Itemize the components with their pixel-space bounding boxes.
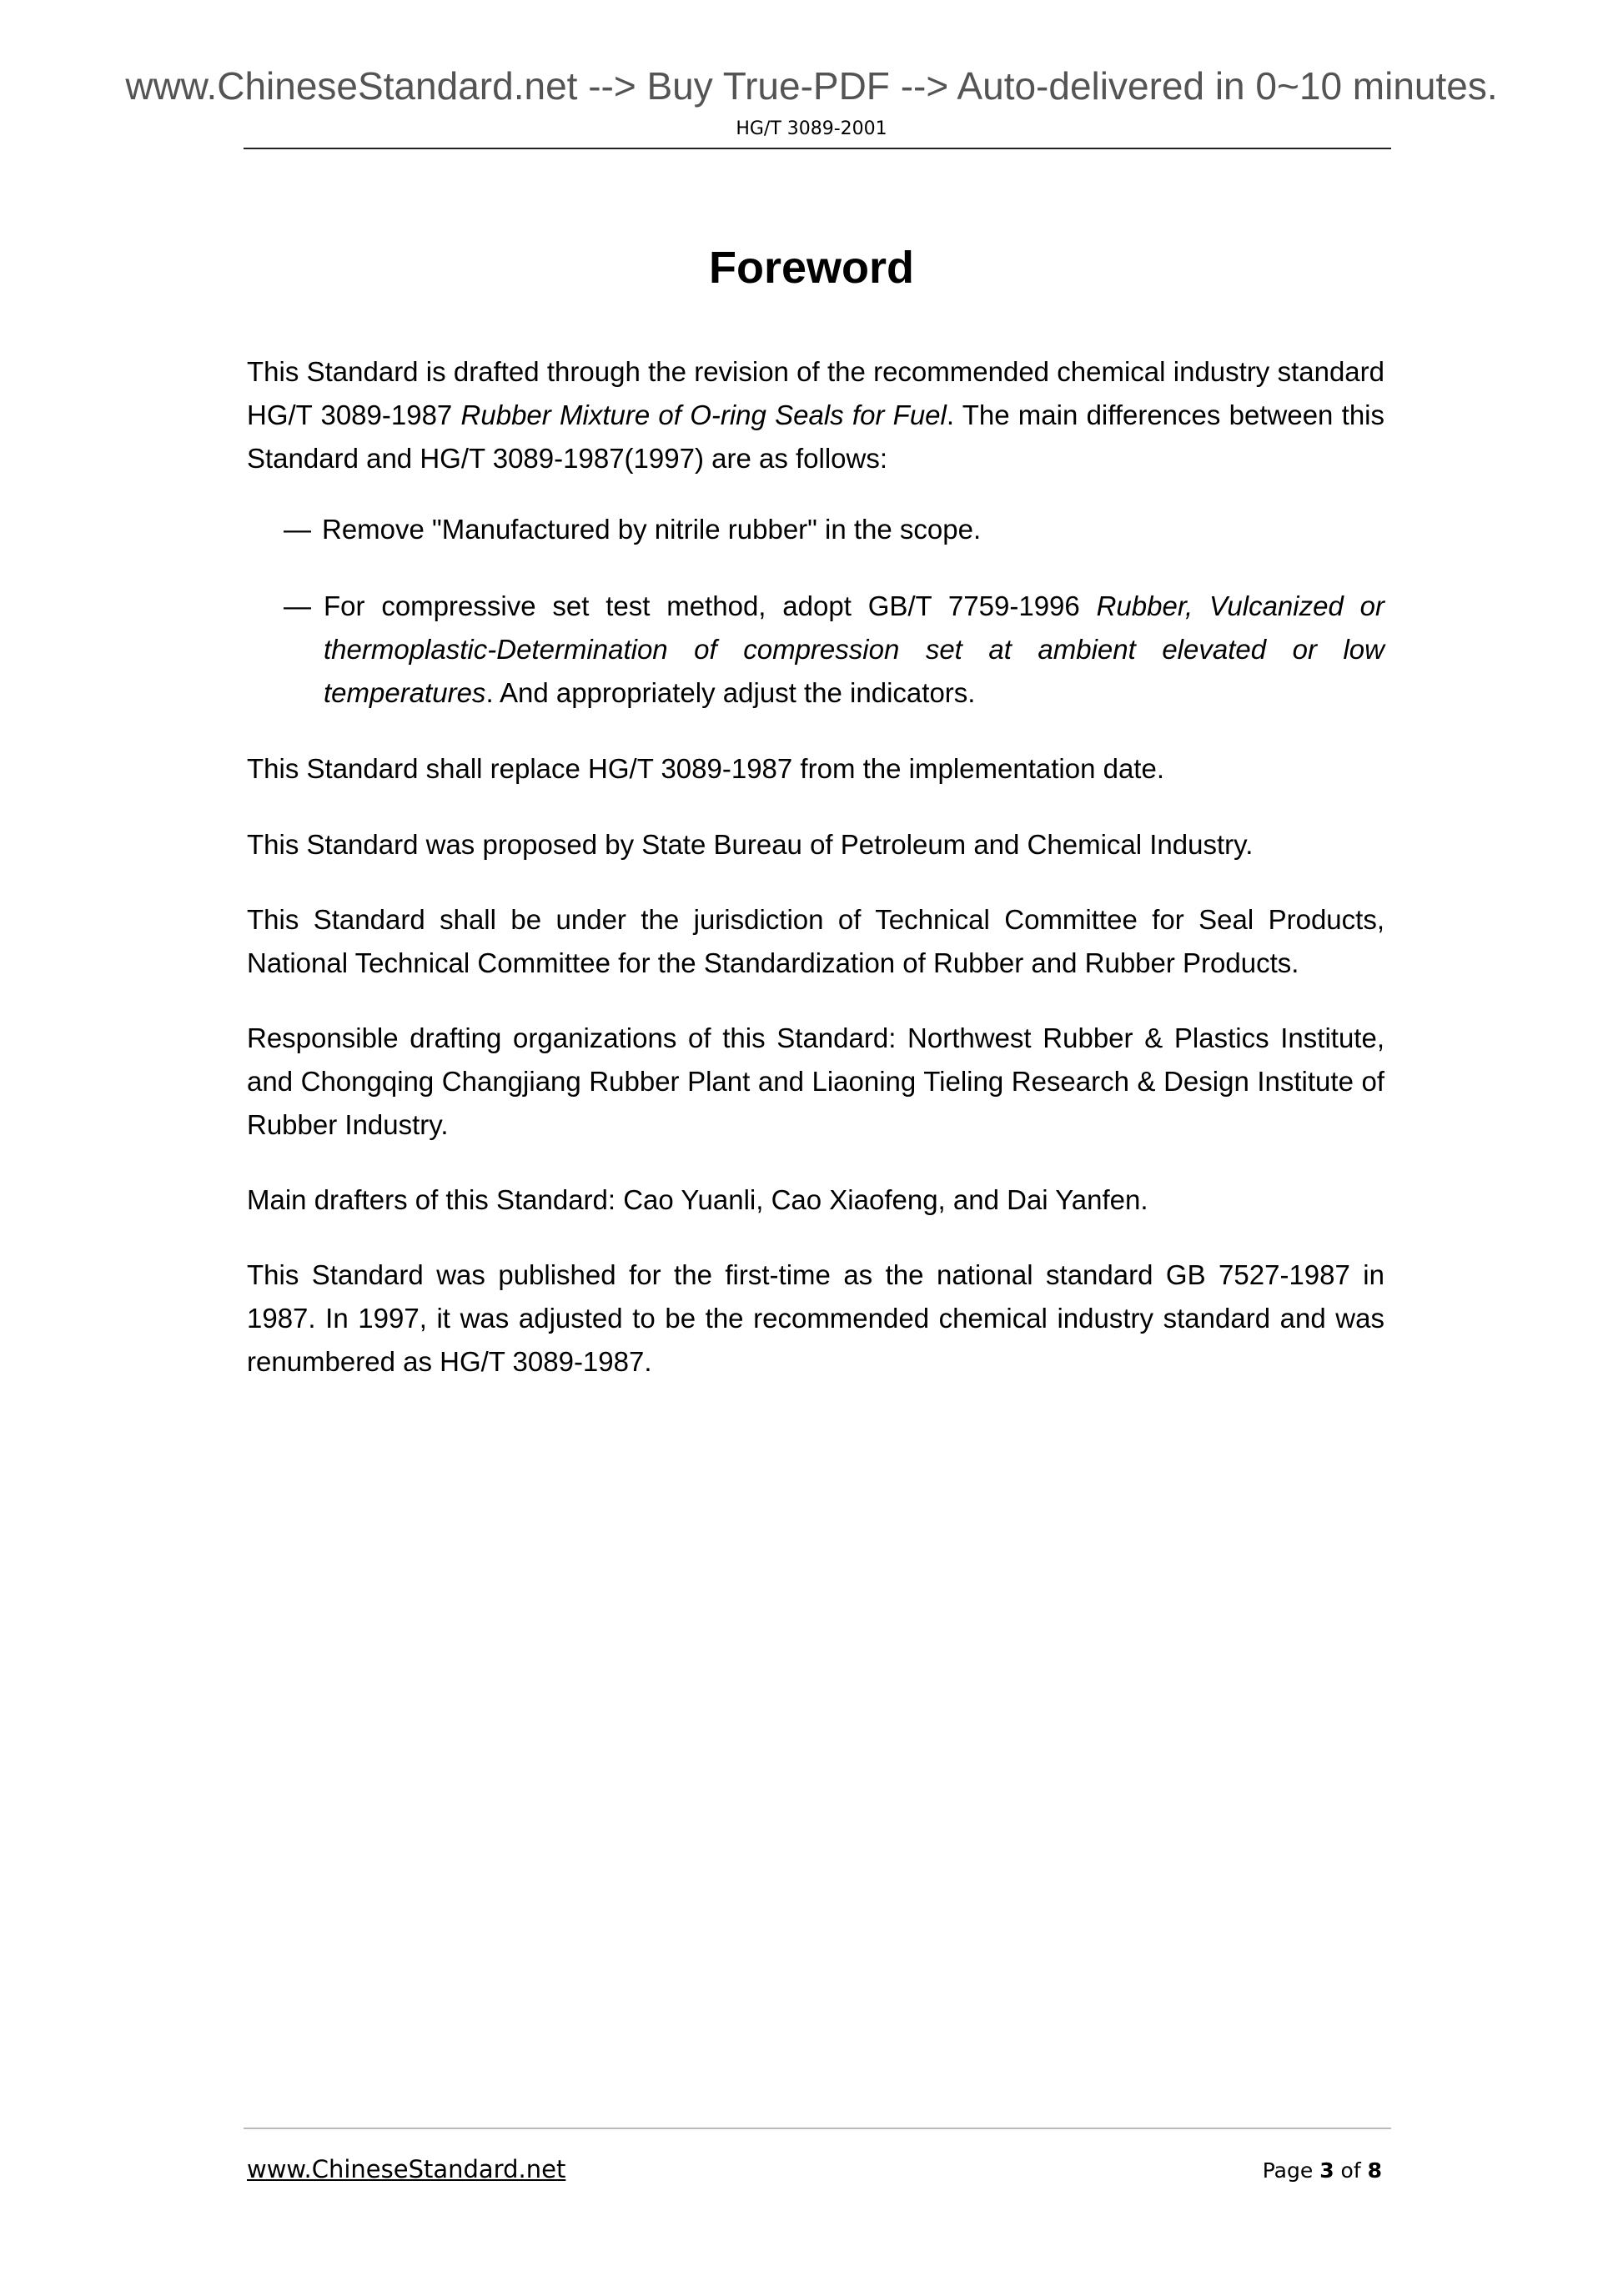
bullet-dash: — [284, 514, 311, 545]
page-of: of [1334, 2158, 1368, 2183]
paragraph-text: This Standard shall be under the jurisdiction of Technical Committee for Seal Products, National Technical Committee for the Standardization of Rubber and Rubber Products. [247, 904, 1384, 978]
list-item-scope-change [247, 508, 1384, 551]
document-code: HG/T 3089-2001 [736, 118, 887, 139]
referenced-standard-title: Rubber Mixture of O-ring Seals for Fuel [460, 399, 947, 430]
paragraph-intro [247, 350, 1384, 480]
paragraph-history [247, 1254, 1384, 1384]
paragraph-drafting-organizations [247, 1017, 1384, 1147]
paragraph-jurisdiction [247, 898, 1384, 985]
paragraph-text: Main drafters of this Standard: Cao Yuanli, Cao Xiaofeng, and Dai Yanfen. [247, 1184, 1148, 1215]
list-item-test-method [247, 585, 1384, 715]
paragraph-text: This Standard was published for the first-time as the national standard GB 7527-1987 in 1987. In 1997, it was adjusted to be the recommended chemical industry standard and was renumbered as HG/T 3089-1987. [247, 1259, 1384, 1377]
list-item-text: Remove "Manufactured by nitrile rubber" in the scope. [322, 514, 982, 545]
page-number [1263, 2158, 1382, 2183]
page-current: 3 [1319, 2158, 1334, 2183]
referenced-test-standard-title: Rubber, Vulcanized or thermoplastic-Determination of compression set at ambient elevated or low temperatures [324, 590, 1384, 708]
paragraph-text: Responsible drafting organizations of this Standard: Northwest Rubber & Plastics Institute, and Chongqing Changjiang Rubber Plant and Liaoning Tieling Research & Design Institute of Rubber Industry. [247, 1022, 1384, 1140]
site-banner: www.ChineseStandard.net --> Buy True-PDF --> Auto-delivered in 0~10 minutes. [125, 64, 1498, 108]
bullet-dash: — [284, 590, 311, 621]
paragraph-replacement [247, 747, 1384, 791]
list-item-text-end: . And appropriately adjust the indicators. [485, 677, 976, 708]
header-divider [244, 148, 1391, 149]
page-prefix: Page [1262, 2158, 1320, 2183]
paragraph-proposer [247, 823, 1384, 867]
page-title: Foreword [708, 243, 914, 293]
intro-text-end: . The main differences between this Standard and HG/T 3089-1987(1997) are as follows: [247, 399, 1384, 474]
paragraph-drafters [247, 1178, 1384, 1222]
footer-divider [244, 2128, 1391, 2129]
intro-text-start: This Standard is drafted through the revision of the recommended chemical industry standard HG/T 3089-1987 [247, 356, 1384, 430]
paragraph-text: This Standard was proposed by State Bureau of Petroleum and Chemical Industry. [247, 829, 1254, 860]
list-item-text-start: For compressive set test method, adopt GB/T 7759-1996 [324, 590, 1097, 621]
footer-site-link[interactable]: www.ChineseStandard.net [247, 2155, 566, 2183]
page-total: 8 [1367, 2158, 1382, 2183]
paragraph-text: This Standard shall replace HG/T 3089-1987 from the implementation date. [247, 753, 1164, 784]
